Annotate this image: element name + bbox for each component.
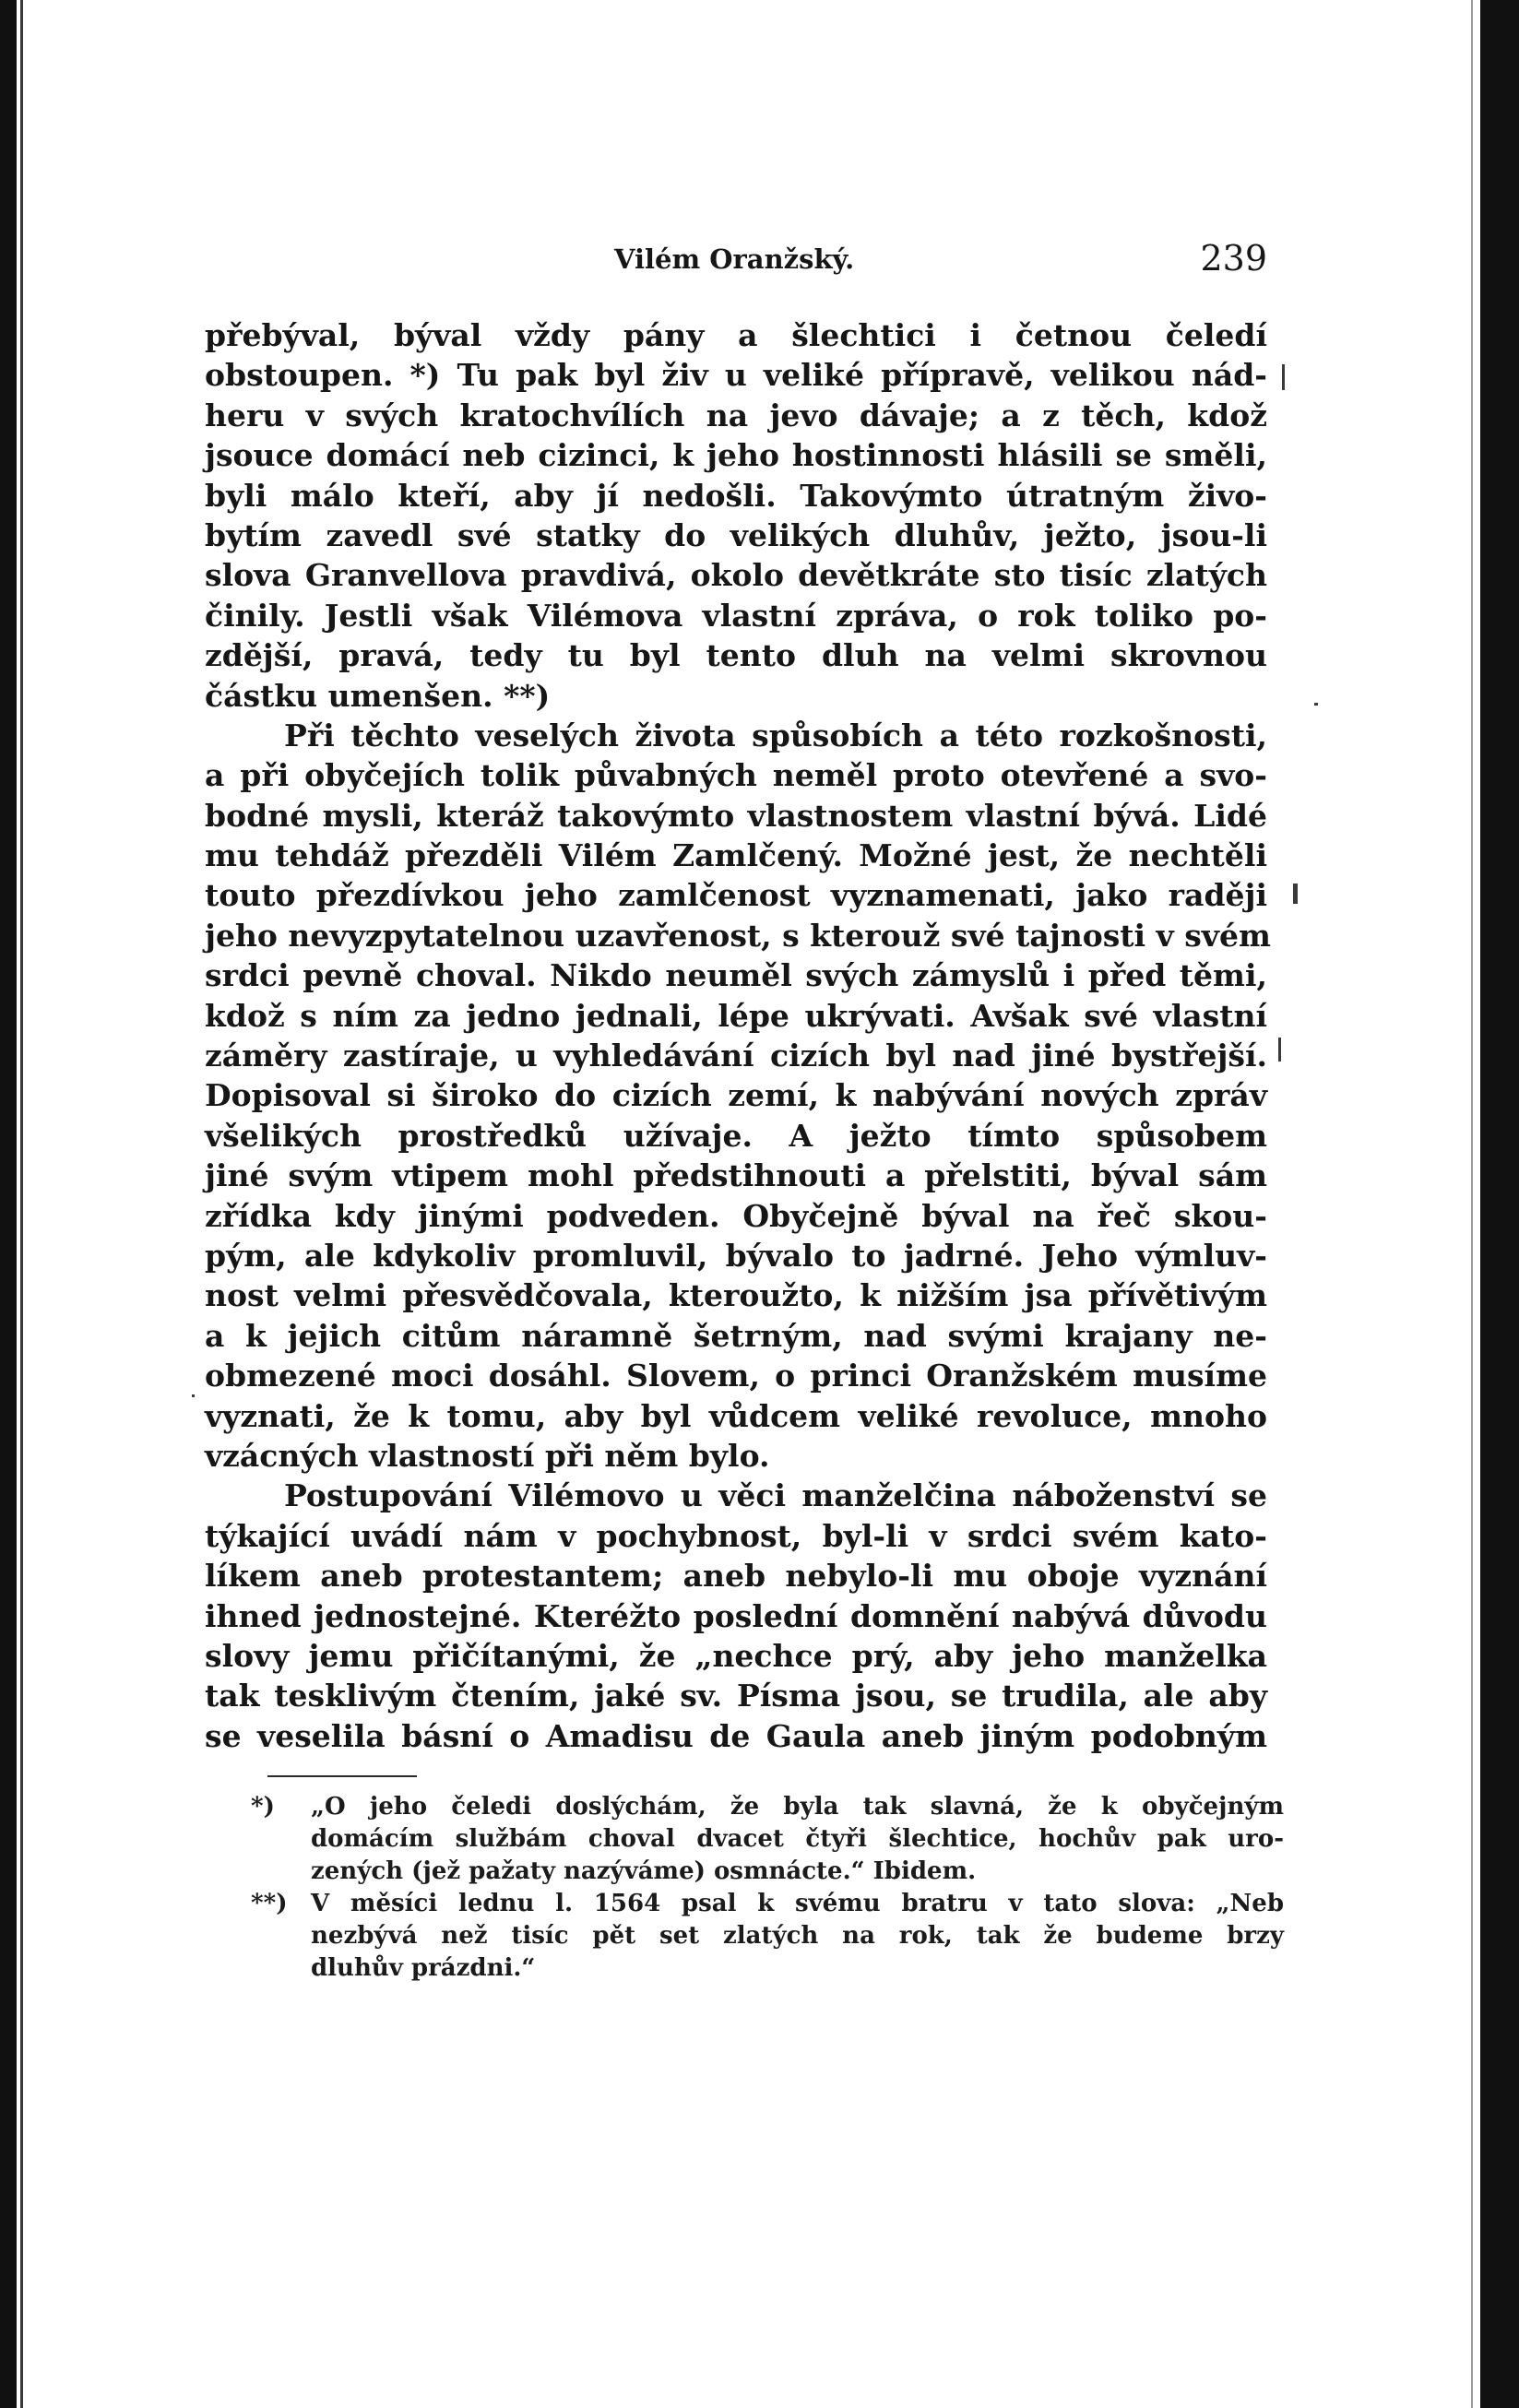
footnote-line: V měsíci lednu l. 1564 psal k svému bratru v tato slova: „Neb — [311, 1890, 1284, 1917]
page-header — [205, 238, 1267, 284]
text-line: líkem aneb protestantem; aneb nebylo-li mu oboje vyznání — [205, 1558, 1267, 1595]
text-line: jeho nevyzpytatelnou uzavřenost, s kterouž své tajnosti v svém — [205, 917, 1271, 954]
page-edge-left-inner — [20, 0, 23, 2408]
text-line: byli málo kteří, aby jí nedošli. Takovýmto útratným živo- — [205, 477, 1267, 514]
text-line: jiné svým vtipem mohl předstihnouti a přelstiti, býval sám — [205, 1157, 1267, 1194]
text-line: částku umenšen. **) — [205, 677, 551, 714]
text-line: záměry zastíraje, u vyhledávání cizích byl nad jiné bystřejší. — [205, 1038, 1267, 1074]
page-edge-right — [1480, 0, 1519, 2408]
footnote — [205, 1888, 1284, 1985]
text-line: týkající uvádí nám v pochybnost, byl-li v srdci svém kato- — [205, 1517, 1267, 1554]
footnote-line: zených (jež pažaty nazýváme) osmnácte.“ Ibidem. — [311, 1857, 977, 1885]
text-line: jsouce domácí neb cizinci, k jeho hostinnosti hlásili se směli, — [205, 437, 1267, 474]
text-line: srdci pevně choval. Nikdo neuměl svých zámyslů i před těmi, — [205, 957, 1267, 994]
text-line: heru v svých kratochvílích na jevo dávaje; a z těch, kdož — [205, 397, 1267, 433]
ink-speck — [1293, 884, 1298, 904]
text-line: zřídka kdy jinými podveden. Obyčejně býval na řeč skou- — [205, 1197, 1267, 1234]
main-text — [205, 315, 1271, 1756]
footnotes — [205, 1791, 1284, 1985]
ink-speck — [1314, 703, 1318, 706]
text-line: činily. Jestli však Vilémova vlastní zpráva, o rok toliko po- — [205, 597, 1267, 634]
text-line: bodné mysli, kteráž takovýmto vlastnostem vlastní bývá. Lidé — [205, 797, 1267, 834]
footnote-line: „O jeho čeledi doslýchám, že byla tak slavná, že k obyčejným — [311, 1793, 1284, 1821]
text-line: ihned jednostejné. Kteréžto poslední domnění nabývá důvodu — [205, 1597, 1267, 1634]
footnote-rule — [267, 1775, 417, 1777]
footnote-line: dluhův prázdni.“ — [311, 1954, 536, 1982]
text-line: tak tesklivým čtením, jaké sv. Písma jsou, se trudila, ale aby — [205, 1678, 1267, 1714]
footnote-mark: *) — [251, 1793, 275, 1821]
text-line: Postupování Vilémovo u věci manželčina náboženství se — [284, 1477, 1267, 1514]
text-line: obmezené moci dosáhl. Slovem, o princi Oranžském musíme — [205, 1358, 1267, 1394]
text-line: přebýval, býval vždy pány a šlechtici i četnou čeledí — [205, 317, 1267, 353]
text-line: zdější, pravá, tedy tu byl tento dluh na velmi skrovnou — [205, 637, 1267, 674]
ink-speck — [192, 1394, 195, 1397]
page-number: 239 — [1200, 238, 1267, 279]
text-line: a k jejich citům náramně šetrným, nad svými krajany ne- — [205, 1317, 1267, 1354]
text-line: mu tehdáž přezděli Vilém Zamlčený. Možné jest, že nechtěli — [205, 837, 1267, 874]
page-edge-right-inner — [1471, 0, 1473, 2408]
text-line: kdož s ním za jedno jednali, lépe ukrývati. Avšak své vlastní — [205, 997, 1267, 1034]
text-line: slovy jemu přičítanými, že „nechce prý, aby jeho manželka — [205, 1637, 1267, 1674]
text-line: slova Granvellova pravdivá, okolo devětkráte sto tisíc zlatých — [205, 557, 1267, 594]
text-line: vyznati, že k tomu, aby byl vůdcem veliké revoluce, mnoho — [205, 1397, 1267, 1434]
page-edge-left — [0, 0, 17, 2408]
text-line: touto přezdívkou jeho zamlčenost vyznamenati, jako raději — [205, 877, 1267, 914]
running-title: Vilém Oranžský. — [614, 243, 855, 275]
text-line: se veselila básní o Amadisu de Gaula aneb jiným podobným — [205, 1717, 1267, 1754]
text-line: Při těchto veselých života spůsobích a této rozkošnosti, — [284, 717, 1267, 753]
text-line: bytím zavedl své statky do velikých dluhův, ježto, jsou-li — [205, 516, 1267, 553]
footnote-line: domácím službám choval dvacet čtyři šlechtice, hochův pak uro- — [311, 1825, 1284, 1853]
text-line: vzácných vlastností při něm bylo. — [205, 1437, 770, 1474]
text-line: obstoupen. *) Tu pak byl živ u veliké přípravě, velikou nád- — [205, 357, 1267, 394]
text-line: nost velmi přesvědčovala, kteroužto, k nižším jsa přívětivým — [205, 1277, 1267, 1314]
footnote — [205, 1791, 1284, 1888]
text-line: a při obyčejích tolik půvabných neměl proto otevřené a svo- — [205, 757, 1267, 794]
text-line: všelikých prostředků užívaje. A ježto tímto spůsobem — [205, 1117, 1267, 1154]
ink-speck — [1278, 1038, 1281, 1062]
footnote-line: nezbývá než tisíc pět set zlatých na rok, tak že budeme brzy — [311, 1922, 1284, 1950]
ink-speck — [1282, 364, 1285, 390]
text-line: pým, ale kdykoliv promluvil, bývalo to jadrné. Jeho výmluv- — [205, 1237, 1267, 1274]
text-line: Dopisoval si široko do cizích zemí, k nabývání nových zpráv — [205, 1077, 1267, 1114]
footnote-mark: **) — [251, 1890, 288, 1917]
